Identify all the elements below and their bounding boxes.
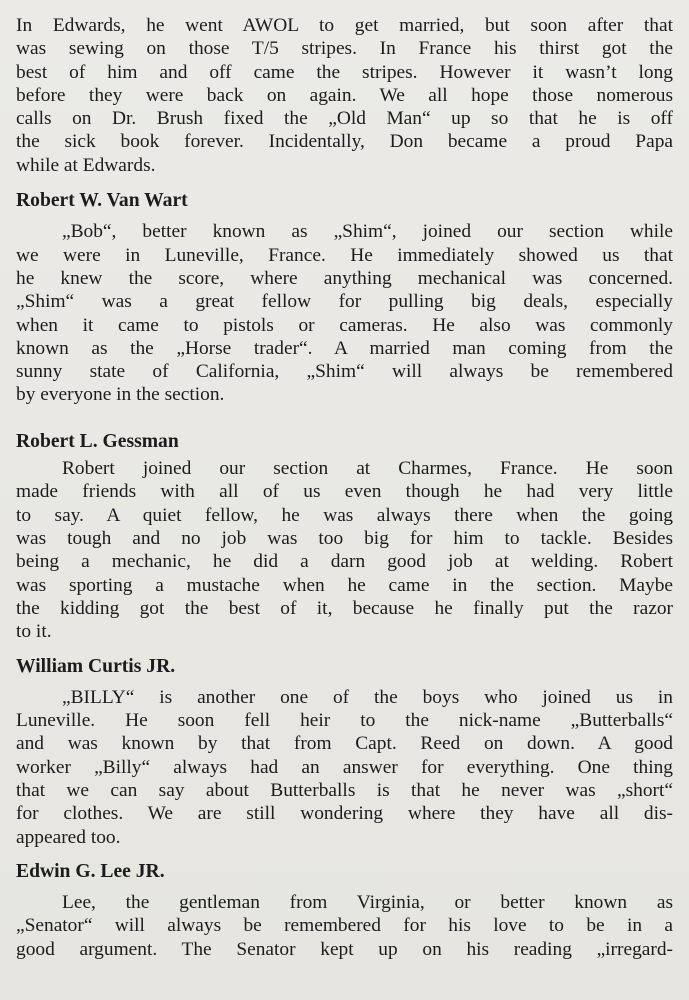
text-line: the sick book forever. Incidentally, Don became a proud Papa — [16, 131, 673, 153]
text-line: calls on Dr. Brush fixed the „Old Man“ up so that he is off — [16, 108, 673, 130]
section-van-wart — [16, 189, 673, 407]
section-paragraph — [16, 220, 673, 406]
text-line: Robert joined our section at Charmes, France. He soon — [62, 458, 673, 480]
text-line: being a mechanic, he did a darn good job at welding. Robert — [16, 551, 673, 573]
text-line: known as the „Horse trader“. A married man coming from the — [16, 337, 673, 359]
text-line: „BILLY“ is another one of the boys who joined us in — [62, 686, 673, 708]
section-paragraph — [16, 891, 673, 961]
text-line: „Senator“ will always be remembered for his love to be in a — [16, 915, 673, 937]
section-lee — [16, 860, 673, 961]
text-line: the kidding got the best of it, because he finally put the razor — [16, 597, 673, 619]
text-line: was sporting a mustache when he came in the section. Maybe — [16, 574, 673, 596]
section-heading: Robert L. Gessman — [16, 430, 179, 452]
text-line: he knew the score, where anything mechanical was concerned. — [16, 267, 673, 289]
text-line: when it came to pistols or cameras. He also was commonly — [16, 314, 673, 336]
section-heading: William Curtis JR. — [16, 656, 176, 678]
text-line: we were in Luneville, France. He immediately showed us that — [16, 244, 673, 266]
text-line: was sewing on those T/5 stripes. In France his thirst got the — [16, 38, 673, 60]
text-line: appeared too. — [16, 826, 121, 848]
text-line: before they were back on again. We all hope those nomerous — [16, 84, 673, 106]
text-line: Lee, the gentleman from Virginia, or better known as — [62, 892, 673, 914]
text-line: by everyone in the section. — [16, 384, 225, 406]
section-heading: Edwin G. Lee JR. — [16, 860, 165, 882]
text-line: „Shim“ was a great fellow for pulling big deals, especially — [16, 291, 673, 313]
text-line: while at Edwards. — [16, 154, 156, 176]
text-line: worker „Billy“ always had an answer for everything. One thing — [16, 756, 673, 778]
text-line: that we can say about Butterballs is that he never was „short“ — [16, 779, 673, 801]
section-gessman — [16, 430, 673, 644]
text-line: In Edwards, he went AWOL to get married, but soon after that — [16, 15, 673, 36]
section-paragraph — [16, 457, 673, 643]
text-line: to it. — [16, 621, 52, 643]
section-paragraph — [16, 686, 673, 849]
text-line: good argument. The Senator kept up on his reading „irregard- — [16, 938, 673, 960]
text-line: was tough and no job was too big for him to tackle. Besides — [16, 527, 673, 549]
text-line: and was known by that from Capt. Reed on down. A good — [16, 733, 673, 755]
intro-paragraph — [16, 14, 673, 177]
text-line: sunny state of California, „Shim“ will always be remembered — [16, 361, 673, 383]
section-curtis — [16, 655, 673, 848]
text-line: „Bob“, better known as „Shim“, joined our section while — [62, 221, 673, 243]
text-line: for clothes. We are still wondering where they have all dis- — [16, 803, 673, 825]
text-line: made friends with all of us even though he had very little — [16, 481, 673, 503]
text-line: Luneville. He soon fell heir to the nick-name „Butterballs“ — [16, 710, 673, 732]
text-line: best of him and off came the stripes. However it wasn’t long — [16, 61, 673, 83]
section-heading: Robert W. Van Wart — [16, 190, 188, 212]
text-line: to say. A quiet fellow, he was always there when the going — [16, 504, 673, 526]
